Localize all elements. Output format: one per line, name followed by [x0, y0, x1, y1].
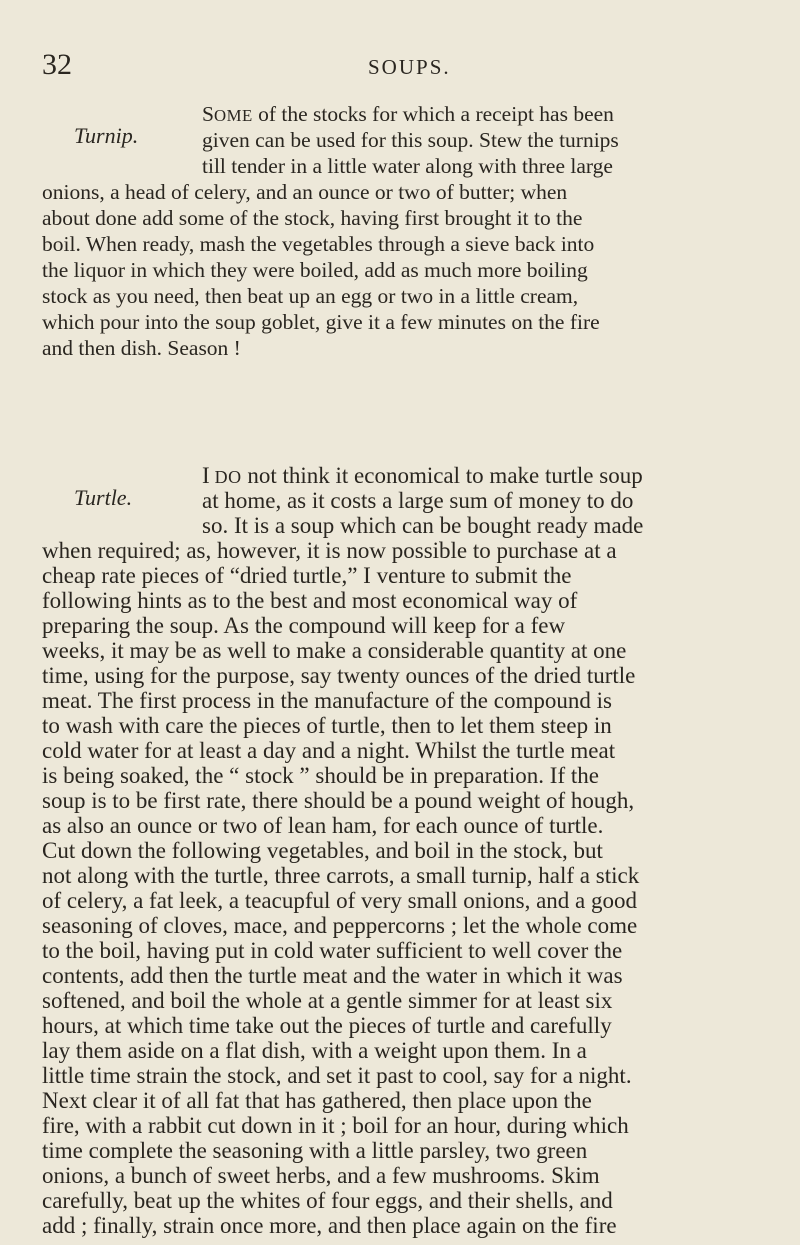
- paragraph-line: seasoning of cloves, mace, and peppercorns ; let the whole come: [42, 913, 638, 938]
- sidenote-turnip: Turnip.: [74, 123, 139, 148]
- paragraph-line: of celery, a fat leek, a teacupful of very small onions, and a good: [42, 888, 638, 913]
- paragraph-line: meat. The first process in the manufacture of the compound is: [42, 688, 612, 713]
- running-title: SOUPS.: [368, 55, 451, 79]
- paragraph-line: carefully, beat up the whites of four eggs, and their shells, and: [42, 1188, 613, 1213]
- paragraph-line: the liquor in which they were boiled, add as much more boiling: [42, 258, 588, 282]
- paragraph-line: which pour into the soup goblet, give it a few minutes on the fire: [42, 310, 600, 334]
- paragraph-line: about done add some of the stock, having first brought it to the: [42, 206, 583, 230]
- paragraph-line: time, using for the purpose, say twenty ounces of the dried turtle: [42, 663, 636, 688]
- page-header: [0, 40, 800, 80]
- paragraph-line: as also an ounce or two of lean ham, for each ounce of turtle.: [42, 813, 604, 838]
- paragraph-line: time complete the seasoning with a little parsley, two green: [42, 1138, 588, 1163]
- sidenote-turtle: Turtle.: [74, 485, 133, 510]
- paragraph-line: stock as you need, then beat up an egg or two in a little cream,: [42, 284, 579, 308]
- paragraph-line: till tender in a little water along with three large: [202, 154, 613, 178]
- paragraph-line: following hints as to the best and most economical way of: [42, 588, 578, 613]
- paragraph-line: not along with the turtle, three carrots, a small turnip, half a stick: [42, 863, 640, 888]
- paragraph-line: lay them aside on a flat dish, with a weight upon them. In a: [42, 1038, 587, 1063]
- paragraph-line: SOME of the stocks for which a receipt has been: [202, 102, 614, 126]
- paragraph-line: weeks, it may be as well to make a considerable quantity at one: [42, 638, 627, 663]
- paragraph-line: contents, add then the turtle meat and the water in which it was: [42, 963, 623, 988]
- paragraph-line: cheap rate pieces of “dried turtle,” I venture to submit the: [42, 563, 572, 588]
- drop-initial: S: [202, 102, 214, 126]
- paragraph-line: Cut down the following vegetables, and boil in the stock, but: [42, 838, 603, 863]
- drop-initial: I: [202, 463, 210, 488]
- paragraph-line: I DO not think it economical to make turtle soup: [202, 463, 643, 488]
- paragraph-line: is being soaked, the “ stock ” should be in preparation. If the: [42, 763, 599, 788]
- small-caps-lead: DO: [209, 467, 242, 487]
- paragraph-line: onions, a bunch of sweet herbs, and a few mushrooms. Skim: [42, 1163, 600, 1188]
- paragraph-line: soup is to be first rate, there should be a pound weight of hough,: [42, 788, 635, 813]
- paragraph-line: when required; as, however, it is now possible to purchase at a: [42, 538, 617, 563]
- paragraph-line: given can be used for this soup. Stew the turnips: [202, 128, 619, 152]
- small-caps-lead: OME: [213, 106, 253, 125]
- paragraph-line: preparing the soup. As the compound will keep for a few: [42, 613, 566, 638]
- paragraph-line: boil. When ready, mash the vegetables through a sieve back into: [42, 232, 595, 256]
- paragraph-line: fire, with a rabbit cut down in it ; boil for an hour, during which: [42, 1113, 629, 1138]
- paragraph-line: softened, and boil the whole at a gentle simmer for at least six: [42, 988, 613, 1013]
- paragraph-line: cold water for at least a day and a night. Whilst the turtle meat: [42, 738, 616, 763]
- paragraph-line: hours, at which time take out the pieces of turtle and carefully: [42, 1013, 612, 1038]
- paragraph-line: to wash with care the pieces of turtle, then to let them steep in: [42, 713, 612, 738]
- page-number: 32: [42, 48, 72, 81]
- paragraph-line: to the boil, having put in cold water sufficient to well cover the: [42, 938, 623, 963]
- paragraph-line: so. It is a soup which can be bought ready made: [202, 513, 644, 538]
- paragraph-line: onions, a head of celery, and an ounce or two of butter; when: [42, 180, 568, 204]
- paragraph-line: at home, as it costs a large sum of money to do: [202, 488, 634, 513]
- paragraph-line: little time strain the stock, and set it past to cool, say for a night.: [42, 1063, 632, 1088]
- paragraph-line: and then dish. Season !: [42, 336, 241, 360]
- paragraph-line: Next clear it of all fat that has gathered, then place upon the: [42, 1088, 592, 1113]
- paragraph-line: add ; finally, strain once more, and then place again on the fire: [42, 1213, 617, 1238]
